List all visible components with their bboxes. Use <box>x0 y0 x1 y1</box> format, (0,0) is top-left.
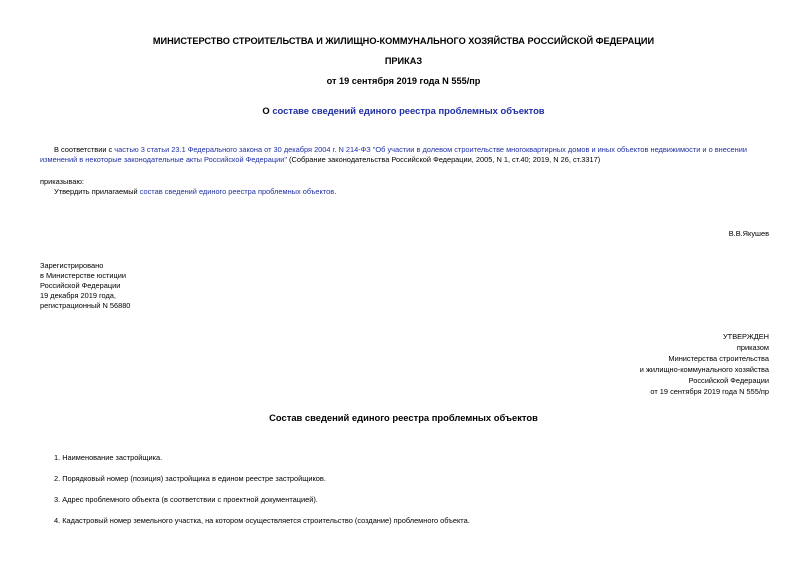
composition-title: Состав сведений единого реестра проблемных объектов <box>269 412 538 423</box>
approved-line: Российской Федерации <box>688 376 769 385</box>
preamble-prefix: В соответствии с <box>54 145 115 154</box>
registration-line: в Министерстве юстиции <box>40 271 127 280</box>
approved-line: приказом <box>736 343 769 352</box>
list-item: 2. Порядковый номер (позиция) застройщика в едином реестре застройщиков. <box>54 474 326 483</box>
registration-line: регистрационный N 56880 <box>40 301 131 310</box>
registration-line: Российской Федерации <box>40 281 121 290</box>
subject-prefix: О <box>262 105 273 116</box>
preamble-suffix: (Собрание законодательства Российской Федерации, 2005, N 1, ст.40; 2019, N 26, ст.3317) <box>287 155 601 164</box>
prikazyvayu-text: приказываю: <box>40 177 84 186</box>
approve-prefix: Утвердить прилагаемый <box>54 187 140 196</box>
approved-line: от 19 сентября 2019 года N 555/пр <box>650 387 769 396</box>
approved-block <box>640 331 769 397</box>
list-item: 3. Адрес проблемного объекта (в соответствии с проектной документацией). <box>54 495 318 504</box>
ministry-heading: МИНИСТЕРСТВО СТРОИТЕЛЬСТВА И ЖИЛИЩНО-КОММУНАЛЬНОГО ХОЗЯЙСТВА РОССИЙСКОЙ ФЕДЕРАЦИИ <box>152 36 655 46</box>
subject-link[interactable]: составе сведений единого реестра проблемных объектов <box>272 105 545 116</box>
registration-line: 19 декабря 2019 года, <box>40 291 116 300</box>
composition-link[interactable]: состав сведений единого реестра проблемных объектов <box>139 187 335 196</box>
document-subject <box>0 105 807 116</box>
preamble-paragraph <box>40 145 770 165</box>
registration-line: Зарегистрировано <box>40 261 104 270</box>
approve-paragraph <box>54 187 336 197</box>
document-date-number: от 19 сентября 2019 года N 555/пр <box>326 76 481 86</box>
signature: В.В.Якушев <box>728 229 769 238</box>
approve-suffix: . <box>334 187 337 196</box>
approved-line: УТВЕРЖДЕН <box>722 332 769 341</box>
document-type: ПРИКАЗ <box>384 56 423 66</box>
approved-line: и жилищно-коммунального хозяйства <box>639 365 769 374</box>
approved-line: Министерства строительства <box>668 354 769 363</box>
law-reference-link[interactable]: частью 3 статьи 23.1 Федерального закона от 30 декабря 2004 г. N 214-ФЗ "Об участии в долевом строительстве многоквартирных домов и иных объектов недвижимости и о внесении изменений в некоторые законодательные акты Российской Федерации" <box>40 145 748 164</box>
registration-block <box>40 261 130 311</box>
list-item: 4. Кадастровый номер земельного участка, на котором осуществляется строительство (создание) проблемного объекта. <box>54 516 470 525</box>
list-item: 1. Наименование застройщика. <box>54 453 163 462</box>
